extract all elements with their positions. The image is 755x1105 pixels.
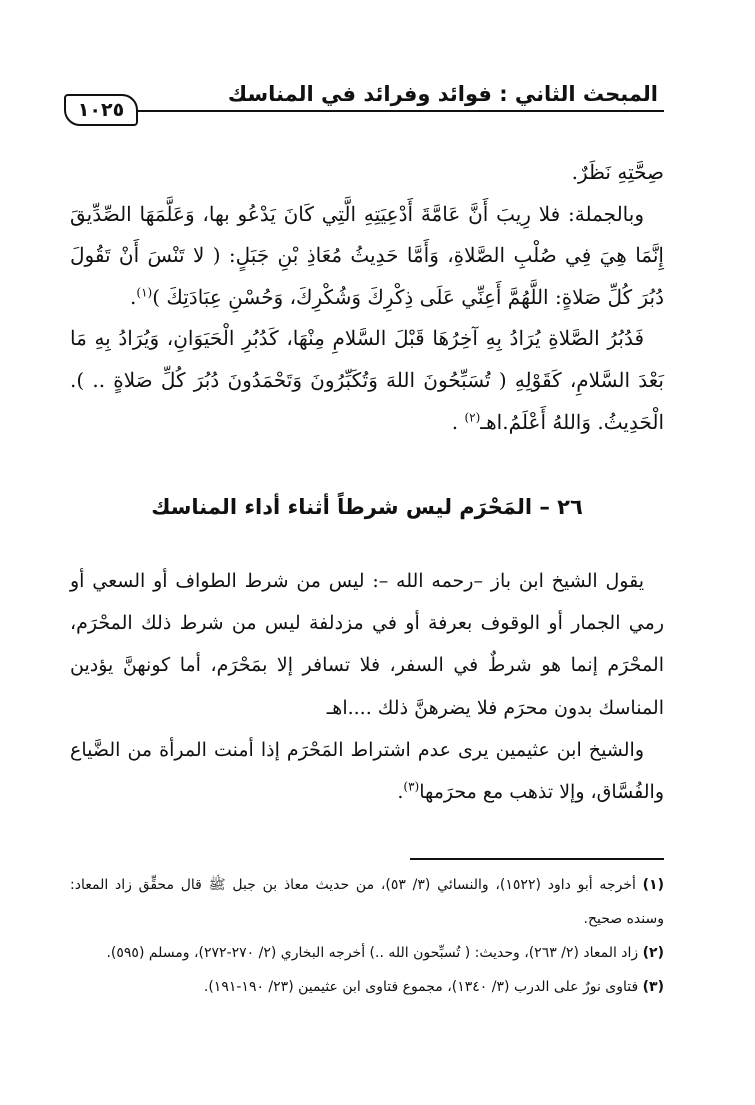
running-title: المبحث الثاني : فوائد وفرائد في المناسك [227, 82, 658, 106]
intro-paragraph-1 [70, 194, 664, 319]
section-paragraph-1: يقول الشيخ ابن باز –رحمه الله –: ليس من شرط الطواف أو السعي أو رمي الجمار أو الوقوف بعرفة أو في مزدلفة ليس من شرط ذلك المحْرَم، المحْرَم إنما هو شرطٌ في السفر، فلا تسافر إلا بمَحْرَم، أما كونهنَّ يؤدين المناسك بدون محرَم فلا يضرهنَّ ذلك ....اهـ [70, 570, 664, 719]
footnote-2 [70, 936, 664, 970]
intro-paragraph-2-end: . [451, 409, 465, 434]
section-paragraph-2-end: . [397, 781, 404, 804]
intro-line: صِحَّتِهِ نَظَرٌ. [571, 160, 664, 184]
intro-text [70, 152, 664, 443]
footnote-text: فتاوى نورٌ على الدرب (٣/ ١٣٤٠)، مجموع فتاوى ابن عثيمين (٢٣/ ١٩٠-١٩١). [203, 979, 639, 995]
section-text [70, 560, 664, 813]
footnotes [70, 868, 664, 1004]
intro-paragraph-1-text: وبالجملة: فلا رِيبَ أَنَّ عَامَّةَ أَدْعِيَتِهِ الَّتِي كَانَ يَدْعُو بها، وَعَلَّمَهَا الصِّدِّيقَ إِنَّمَا هِيَ فِي صُلْبِ الصَّلاةِ، وَأَمَّا حَدِيثُ مُعَاذِ بْنِ جَبَلٍ: ( لا تَنْسَ أَنْ تَقُولَ دُبُرَ كُلِّ صَلاةٍ: اللَّهُمَّ أَعِنِّي عَلَى ذِكْرِكَ وَشُكْرِكَ، وَحُسْنِ عِبَادَتِكَ ) [70, 201, 664, 309]
footnote-ref-2: (٢) [464, 409, 481, 424]
page-number: ١٠٢٥ [64, 94, 138, 126]
section-paragraph-2-text: والشيخ ابن عثيمين يرى عدم اشتراط المَحْرَم إذا أمنت المرأة من الضَّياع والفُسَّاق، وإلا تذهب مع محرَمها [70, 738, 664, 804]
footnote-number: (٢) [642, 945, 664, 961]
footnote-text: زاد المعاد (٢/ ٢٦٣)، وحديث: ( تُسبِّحون الله ..) أخرجه البخاري (٢/ ٢٧٠-٢٧٢)، ومسلم (٥٩٥). [106, 945, 639, 961]
footnote-3 [70, 970, 664, 1004]
section-paragraph-2 [70, 729, 664, 813]
intro-paragraph-2-text: فَدُبُرُ الصَّلاةِ يُرَادُ بِهِ آخِرُهَا قَبْلَ السَّلامِ مِنْهَا، كَدُبُرِ الْحَيَوَانِ، وَيُرَادُ بِهِ مَا بَعْدَ السَّلامِ، كَقَوْلِهِ ( تُسَبِّحُونَ اللهَ وَتُكَبِّرُونَ وَتَحْمَدُونَ دُبُرَ كُلِّ صَلاةٍ .. ). الْحَدِيثُ. وَاللهُ أَعْلَمُ.اهـ [70, 326, 664, 434]
intro-paragraph-2 [70, 318, 664, 443]
footnote-number: (١) [642, 877, 664, 893]
footnote-text: أخرجه أبو داود (١٥٢٢)، والنسائي (٣/ ٥٣)، من حديث معاذ بن جبل ﷺ قال محقِّق زاد المعاد: وسنده صحيح. [70, 877, 664, 927]
intro-paragraph-1-end: . [130, 284, 137, 309]
section-heading: ٢٦ – المَحْرَم ليس شرطاً أثناء أداء المناسك [151, 495, 583, 519]
footnote-ref-3: (٣) [403, 779, 420, 794]
footnote-separator [410, 858, 664, 860]
page-header [64, 78, 664, 121]
footnote-number: (٣) [642, 979, 664, 995]
header-rule [132, 110, 664, 112]
footnote-ref-1: (١) [136, 285, 153, 300]
footnote-1 [70, 868, 664, 936]
